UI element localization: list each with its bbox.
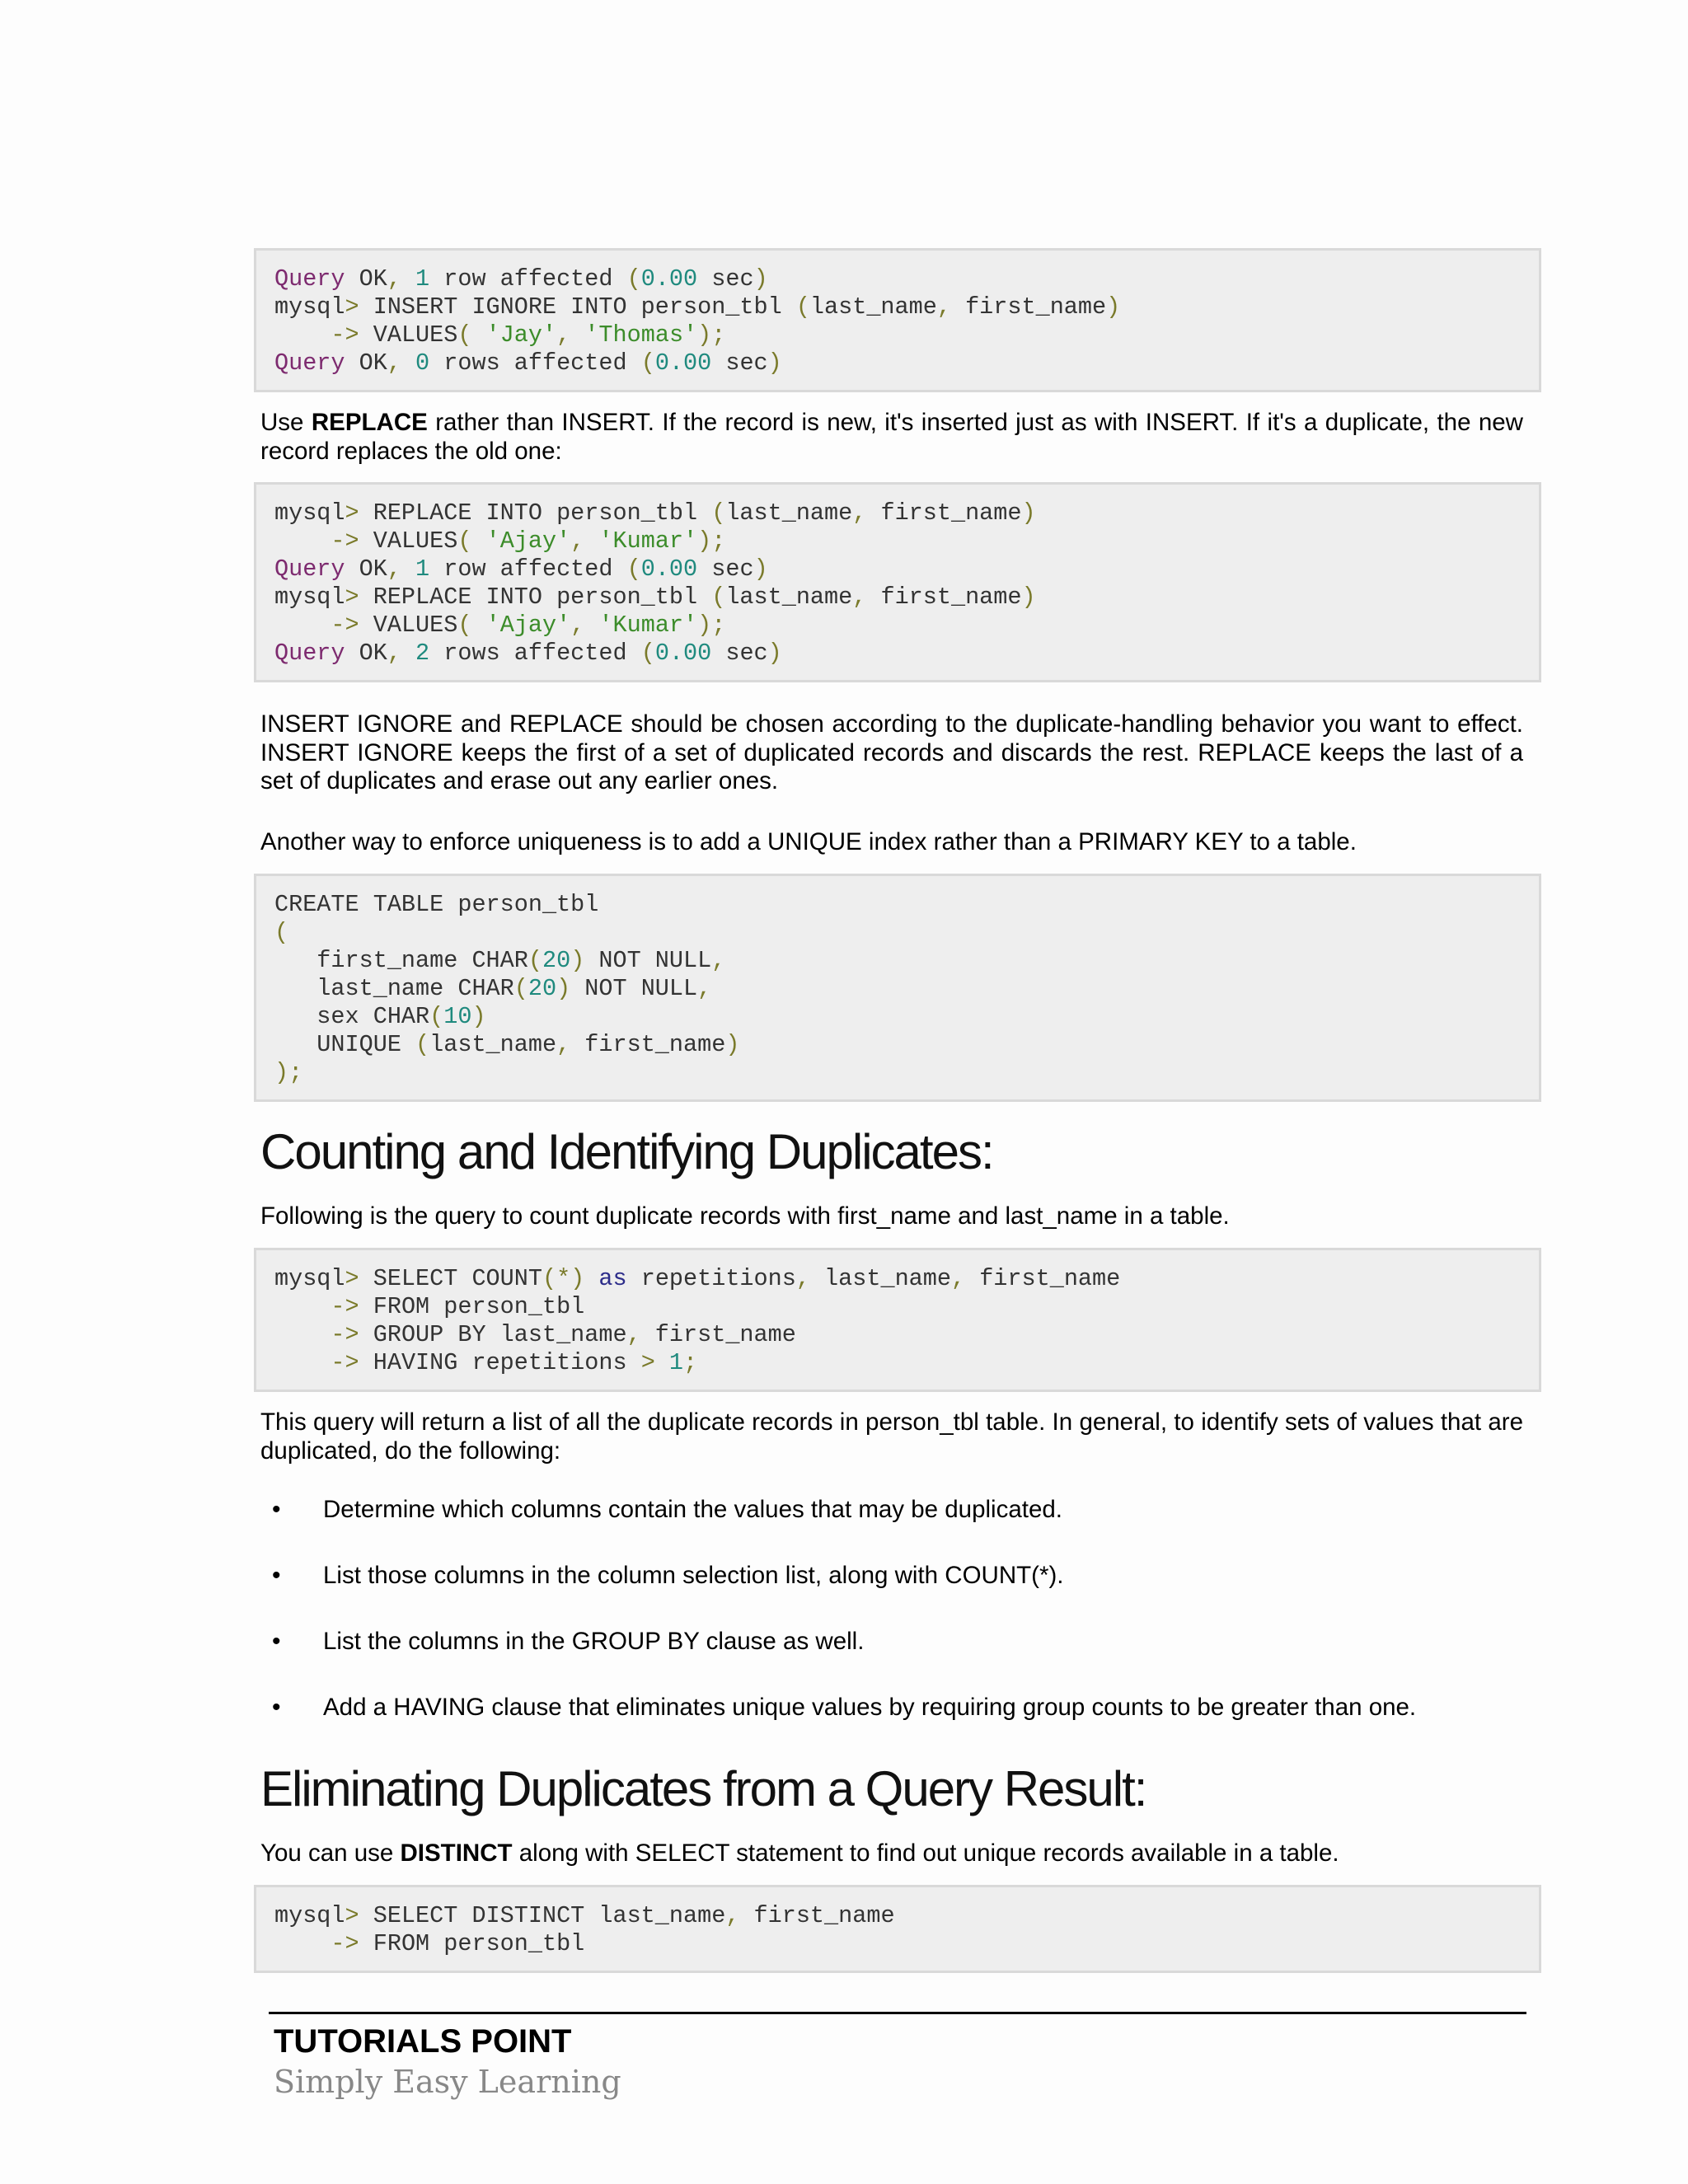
footer-divider xyxy=(269,2012,1526,2014)
code-token: ( xyxy=(415,1031,430,1058)
code-line xyxy=(274,321,1539,349)
code-token: mysql xyxy=(274,583,345,611)
code-token: ( xyxy=(640,640,655,667)
code-token: first_name xyxy=(640,1321,796,1348)
code-token: VALUES xyxy=(359,612,458,639)
code-token: mysql xyxy=(274,499,345,527)
code-token: last_name xyxy=(809,293,937,321)
code-token: , xyxy=(570,527,585,555)
code-token: ) xyxy=(767,640,782,667)
code-token: first_name xyxy=(570,1031,726,1058)
list-item: • Add a HAVING clause that eliminates unique values by requiring group counts to be greater than one. xyxy=(272,1694,1417,1721)
code-token: sec xyxy=(711,349,768,377)
code-token: OK xyxy=(345,349,387,377)
code-token: first_name xyxy=(950,293,1107,321)
paragraph-replace: Use REPLACE rather than INSERT. If the record is new, it's inserted just as with INSERT. If it's a duplicate, the new record replaces the old one: xyxy=(260,409,1523,465)
code-token: 'Ajay' xyxy=(485,612,571,639)
code-token: ) xyxy=(471,1003,486,1030)
code-line xyxy=(274,349,1539,377)
code-token: 1 xyxy=(415,265,430,293)
code-line xyxy=(274,640,1539,668)
paragraph-insert-ignore-vs-replace: INSERT IGNORE and REPLACE should be chosen according to the duplicate-handling behavior you want to effect. INSERT IGNORE keeps the first of a set of duplicated records and discards the rest. REPLACE keeps the last of a set of duplicates and erase out any earlier ones. xyxy=(260,710,1523,794)
code-token xyxy=(274,1349,331,1376)
code-token: ) xyxy=(570,947,585,974)
code-token: 2 xyxy=(415,640,430,667)
code-token: NOT NULL xyxy=(584,947,712,974)
code-token: , xyxy=(556,321,571,349)
code-token xyxy=(401,640,415,667)
code-token: > xyxy=(345,583,359,611)
code-token: ( xyxy=(457,527,472,555)
code-token: REPLACE INTO person_tbl xyxy=(359,583,712,611)
code-token: sec xyxy=(697,265,754,293)
code-block-count-duplicates xyxy=(254,1248,1541,1392)
code-token: , xyxy=(725,1902,740,1929)
code-token: OK xyxy=(345,555,387,583)
code-token: rows affected xyxy=(429,640,641,667)
code-token: 10 xyxy=(443,1003,472,1030)
code-token: row affected xyxy=(429,265,627,293)
code-token: , xyxy=(852,583,867,611)
code-line xyxy=(274,1265,1539,1293)
code-token xyxy=(401,265,415,293)
code-token: FROM person_tbl xyxy=(359,1293,585,1320)
code-token: ) xyxy=(725,1031,740,1058)
code-line xyxy=(274,1902,1539,1930)
code-token: , xyxy=(387,265,401,293)
code-token: HAVING repetitions xyxy=(359,1349,641,1376)
code-token xyxy=(274,321,331,349)
code-token: ( xyxy=(429,1003,444,1030)
code-line xyxy=(274,891,1539,919)
code-token: ( xyxy=(457,321,472,349)
code-token: ); xyxy=(697,527,726,555)
code-token: mysql xyxy=(274,293,345,321)
code-token xyxy=(401,349,415,377)
code-token: ); xyxy=(697,612,726,639)
code-token: first_name xyxy=(739,1902,895,1929)
code-token: ) xyxy=(753,555,768,583)
code-token: SELECT DISTINCT last_name xyxy=(359,1902,726,1929)
code-token: 1 xyxy=(415,555,430,583)
code-token: INSERT IGNORE INTO person_tbl xyxy=(359,293,796,321)
code-token: ( xyxy=(274,919,289,946)
paragraph-unique-index: Another way to enforce uniqueness is to add a UNIQUE index rather than a PRIMARY KEY to a table. xyxy=(260,828,1357,855)
code-token: sec xyxy=(711,640,768,667)
code-token: mysql xyxy=(274,1265,345,1292)
code-token: 'Ajay' xyxy=(485,527,571,555)
code-token: -> xyxy=(331,321,359,349)
code-token: Query xyxy=(274,349,345,377)
code-block-create-table xyxy=(254,874,1541,1102)
code-token: , xyxy=(556,1031,571,1058)
code-token: , xyxy=(711,947,726,974)
code-token: ( xyxy=(711,499,726,527)
code-token: > xyxy=(345,1902,359,1929)
code-token xyxy=(471,321,485,349)
code-line xyxy=(274,583,1539,612)
code-token: ( xyxy=(795,293,810,321)
code-token: ( xyxy=(711,583,726,611)
heading-counting-duplicates: Counting and Identifying Duplicates: xyxy=(260,1124,993,1179)
code-token: ( xyxy=(457,612,472,639)
bold-distinct: DISTINCT xyxy=(400,1840,513,1867)
code-token xyxy=(655,1349,669,1376)
code-token: Query xyxy=(274,640,345,667)
bold-replace: REPLACE xyxy=(311,409,428,436)
code-token: 0.00 xyxy=(640,265,698,293)
code-token: ); xyxy=(274,1059,303,1086)
code-token xyxy=(274,1293,331,1320)
code-token: VALUES xyxy=(359,527,458,555)
code-line xyxy=(274,1930,1539,1958)
code-token: -> xyxy=(331,612,359,639)
list-item: • Determine which columns contain the values that may be duplicated. xyxy=(272,1496,1062,1523)
code-token xyxy=(471,612,485,639)
paragraph-distinct: You can use DISTINCT along with SELECT statement to find out unique records available in a table. xyxy=(260,1840,1339,1867)
code-line xyxy=(274,612,1539,640)
code-token: , xyxy=(387,555,401,583)
code-token: , xyxy=(936,293,951,321)
heading-eliminating-duplicates: Eliminating Duplicates from a Query Result: xyxy=(260,1761,1146,1816)
code-token: rows affected xyxy=(429,349,641,377)
code-token: 'Thomas' xyxy=(584,321,698,349)
code-token: ( xyxy=(626,555,641,583)
code-token: 0.00 xyxy=(654,640,712,667)
code-line xyxy=(274,975,1539,1003)
code-token: ) xyxy=(767,349,782,377)
code-token xyxy=(471,527,485,555)
code-token: sec xyxy=(697,555,754,583)
code-token xyxy=(274,1321,331,1348)
code-token: last_name xyxy=(809,1265,951,1292)
code-token xyxy=(570,321,584,349)
code-token: 1 xyxy=(668,1349,684,1376)
code-token: SELECT COUNT xyxy=(359,1265,542,1292)
code-token xyxy=(584,527,598,555)
code-token: last_name xyxy=(429,1031,557,1058)
code-token: ); xyxy=(697,321,726,349)
code-token: Query xyxy=(274,265,345,293)
footer-brand-title: TUTORIALS POINT xyxy=(274,2023,572,2060)
code-token: ( xyxy=(640,349,655,377)
code-token: ( xyxy=(528,947,542,974)
paragraph-query-return: This query will return a list of all the duplicate records in person_tbl table. In general, to identify sets of values that are duplicated, do the following: xyxy=(260,1408,1523,1465)
code-line xyxy=(274,1321,1539,1349)
code-line xyxy=(274,1031,1539,1059)
code-token: ) xyxy=(1021,499,1036,527)
code-token: ) xyxy=(1106,293,1121,321)
code-token: 0.00 xyxy=(640,555,698,583)
code-token: -> xyxy=(331,1321,359,1348)
code-token: -> xyxy=(331,1930,359,1957)
list-item: • List those columns in the column selection list, along with COUNT(*). xyxy=(272,1562,1064,1589)
code-token: first_name xyxy=(965,1265,1121,1292)
code-block-select-distinct xyxy=(254,1885,1541,1973)
code-token: (*) xyxy=(542,1265,585,1292)
code-token: > xyxy=(345,293,359,321)
code-line xyxy=(274,499,1539,527)
code-token: sex CHAR xyxy=(274,1003,430,1030)
code-token: repetitions xyxy=(626,1265,796,1292)
code-token: , xyxy=(387,349,401,377)
code-token: 0.00 xyxy=(654,349,712,377)
code-line xyxy=(274,1293,1539,1321)
code-token: row affected xyxy=(429,555,627,583)
code-token: , xyxy=(697,975,712,1002)
code-line xyxy=(274,1349,1539,1377)
code-line xyxy=(274,527,1539,555)
code-token: , xyxy=(626,1321,641,1348)
code-token: > xyxy=(345,499,359,527)
code-token: , xyxy=(387,640,401,667)
code-token xyxy=(274,1930,331,1957)
code-token: NOT NULL xyxy=(570,975,698,1002)
code-token: 20 xyxy=(528,975,557,1002)
code-token xyxy=(274,527,331,555)
code-line xyxy=(274,555,1539,583)
code-token: 'Jay' xyxy=(485,321,557,349)
code-line xyxy=(274,1059,1539,1087)
code-token: first_name xyxy=(866,499,1022,527)
code-token: , xyxy=(795,1265,810,1292)
code-token: , xyxy=(570,612,585,639)
code-token: ) xyxy=(1021,583,1036,611)
code-line xyxy=(274,265,1539,293)
code-token: ) xyxy=(753,265,768,293)
code-token: last_name xyxy=(725,499,853,527)
code-block-insert-ignore xyxy=(254,248,1541,392)
code-token: 20 xyxy=(542,947,571,974)
code-token: 'Kumar' xyxy=(598,527,698,555)
code-token: , xyxy=(950,1265,966,1292)
paragraph-count-query: Following is the query to count duplicate records with first_name and last_name in a table. xyxy=(260,1202,1230,1230)
code-token: ; xyxy=(683,1349,698,1376)
code-token: > xyxy=(345,1265,359,1292)
code-token: ( xyxy=(626,265,641,293)
code-token: last_name CHAR xyxy=(274,975,514,1002)
code-token: as xyxy=(598,1265,627,1292)
code-token: , xyxy=(852,499,867,527)
code-token: OK xyxy=(345,640,387,667)
code-token: 'Kumar' xyxy=(598,612,698,639)
code-token xyxy=(584,612,598,639)
code-token: GROUP BY last_name xyxy=(359,1321,627,1348)
code-line xyxy=(274,293,1539,321)
code-token: -> xyxy=(331,1349,359,1376)
code-token: ( xyxy=(513,975,528,1002)
code-token: UNIQUE xyxy=(274,1031,416,1058)
list-item: • List the columns in the GROUP BY clause as well. xyxy=(272,1628,865,1655)
code-token: CREATE TABLE person_tbl xyxy=(274,891,599,918)
code-token: REPLACE INTO person_tbl xyxy=(359,499,712,527)
code-token: VALUES xyxy=(359,321,458,349)
code-token: mysql xyxy=(274,1902,345,1929)
code-line xyxy=(274,919,1539,947)
code-token: FROM person_tbl xyxy=(359,1930,585,1957)
code-token: OK xyxy=(345,265,387,293)
code-token xyxy=(584,1265,598,1292)
code-token xyxy=(274,612,331,639)
code-token: -> xyxy=(331,1293,359,1320)
code-token: first_name xyxy=(866,583,1022,611)
code-token: > xyxy=(640,1349,655,1376)
code-block-replace xyxy=(254,482,1541,682)
code-token: -> xyxy=(331,527,359,555)
code-token: Query xyxy=(274,555,345,583)
code-token: last_name xyxy=(725,583,853,611)
code-line xyxy=(274,1003,1539,1031)
code-token xyxy=(401,555,415,583)
footer-brand-subtitle: Simply Easy Learning xyxy=(274,2064,621,2100)
code-token: ) xyxy=(556,975,571,1002)
code-line xyxy=(274,947,1539,975)
code-token: first_name CHAR xyxy=(274,947,528,974)
code-token: 0 xyxy=(415,349,430,377)
